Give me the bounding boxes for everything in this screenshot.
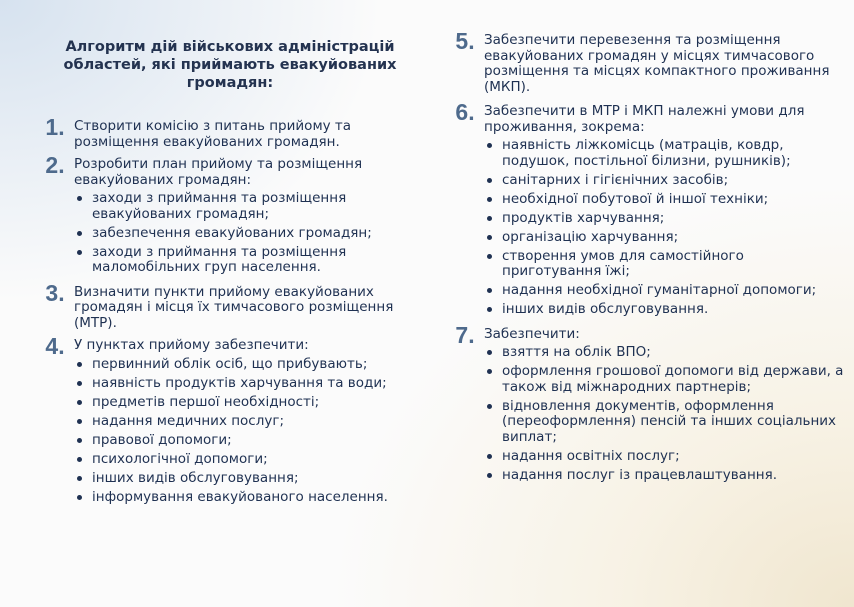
step-text: Створити комісію з питань прийому та розміщення евакуйованих громадян. [74,118,352,150]
step-number: 3. [45,279,65,306]
step-number: 6. [455,99,475,125]
left-column [40,114,425,509]
list-item: надання необхідної гуманітарної допомоги; [484,283,845,299]
step-text: Забезпечити в МТР і МКП належні умови для проживання, зокрема: [484,103,805,135]
bullet-icon [487,350,492,355]
bullet-icon [487,369,492,374]
step-text: Визначити пункти прийому евакуйованих громадян і місця їх тимчасового розміщення (МТР). [74,283,394,331]
bullet-icon [487,454,492,459]
bullet-icon [487,288,492,293]
bullet-icon [77,457,82,462]
step-text: Забезпечити: [484,325,580,342]
bullet-icon [487,473,492,478]
list-item: створення умов для самостійного приготування їжі; [484,249,845,280]
bullet-icon [487,143,492,148]
bullet-icon [77,495,82,500]
list-item: надання освітніх послуг; [484,449,845,465]
step-text: Забезпечити перевезення та розміщення евакуйованих громадян у місцях тимчасового розміщення та місцях компактного проживання (МКП). [484,32,830,95]
bullet-icon [77,438,82,443]
list-item: предметів першої необхідності; [74,395,425,411]
step-number: 7. [455,321,475,348]
list-item: інших видів обслуговування. [484,302,845,318]
bullet-icon [77,476,82,481]
list-item: відновлення документів, оформлення (переоформлення) пенсій та інших соціальних виплат; [484,399,845,446]
right-column [450,28,845,487]
list-item: психологічної допомоги; [74,452,425,468]
list-item: наявність продуктів харчування та води; [74,376,425,392]
list-item: заходи з приймання та розміщення маломобільних груп населення. [74,245,425,276]
step-7 [450,321,845,484]
step-subitems [484,138,845,318]
bullet-icon [487,254,492,259]
bullet-icon [487,235,492,240]
step-number: 4. [45,333,65,359]
bullet-icon [77,419,82,424]
list-item: інформування евакуйованого населення. [74,490,425,506]
bullet-icon [77,196,82,201]
list-item: продуктів харчування; [484,211,845,227]
step-subitems [74,357,425,506]
list-item: надання послуг із працевлаштування. [484,468,845,484]
list-item: взяття на облік ВПО; [484,345,845,361]
list-item: організацію харчування; [484,230,845,246]
list-item: санітарних і гігієнічних засобів; [484,173,845,189]
step-text: У пунктах прийому забезпечити: [74,337,309,353]
list-item: наявність ліжкомісць (матраців, ковдр, подушок, постільної білизни, рушників); [484,138,845,169]
bullet-icon [487,178,492,183]
document-title: Алгоритм дій військових адміністрацій областей, які приймають евакуйованих громадян: [63,39,397,91]
step-text: Розробити план прийому та розміщення евакуйованих громадян: [74,156,363,188]
bullet-icon [77,250,82,255]
list-item: первинний облік осіб, що прибувають; [74,357,425,373]
bullet-icon [77,362,82,367]
step-4 [40,333,425,505]
step-1 [40,114,425,150]
step-number: 2. [45,152,65,178]
step-subitems [484,345,845,483]
list-item: необхідної побутової й іншої техніки; [484,192,845,208]
step-3 [40,279,425,332]
step-5 [450,28,845,95]
list-item: правової допомоги; [74,433,425,449]
list-item: забезпечення евакуйованих громадян; [74,226,425,242]
step-subitems [74,191,425,276]
list-item: інших видів обслуговування; [74,471,425,487]
step-number: 1. [45,114,65,140]
bullet-icon [487,404,492,409]
step-2 [40,152,425,276]
bullet-icon [77,231,82,236]
bullet-icon [487,197,492,202]
list-item: надання медичних послуг; [74,414,425,430]
bullet-icon [487,307,492,312]
step-number: 5. [455,28,475,54]
list-item: оформлення грошової допомоги від держави, а також від міжнародних партнерів; [484,364,845,395]
list-item: заходи з приймання та розміщення евакуйованих громадян; [74,191,425,222]
step-6 [450,99,845,318]
bullet-icon [77,381,82,386]
bullet-icon [77,400,82,405]
bullet-icon [487,216,492,221]
